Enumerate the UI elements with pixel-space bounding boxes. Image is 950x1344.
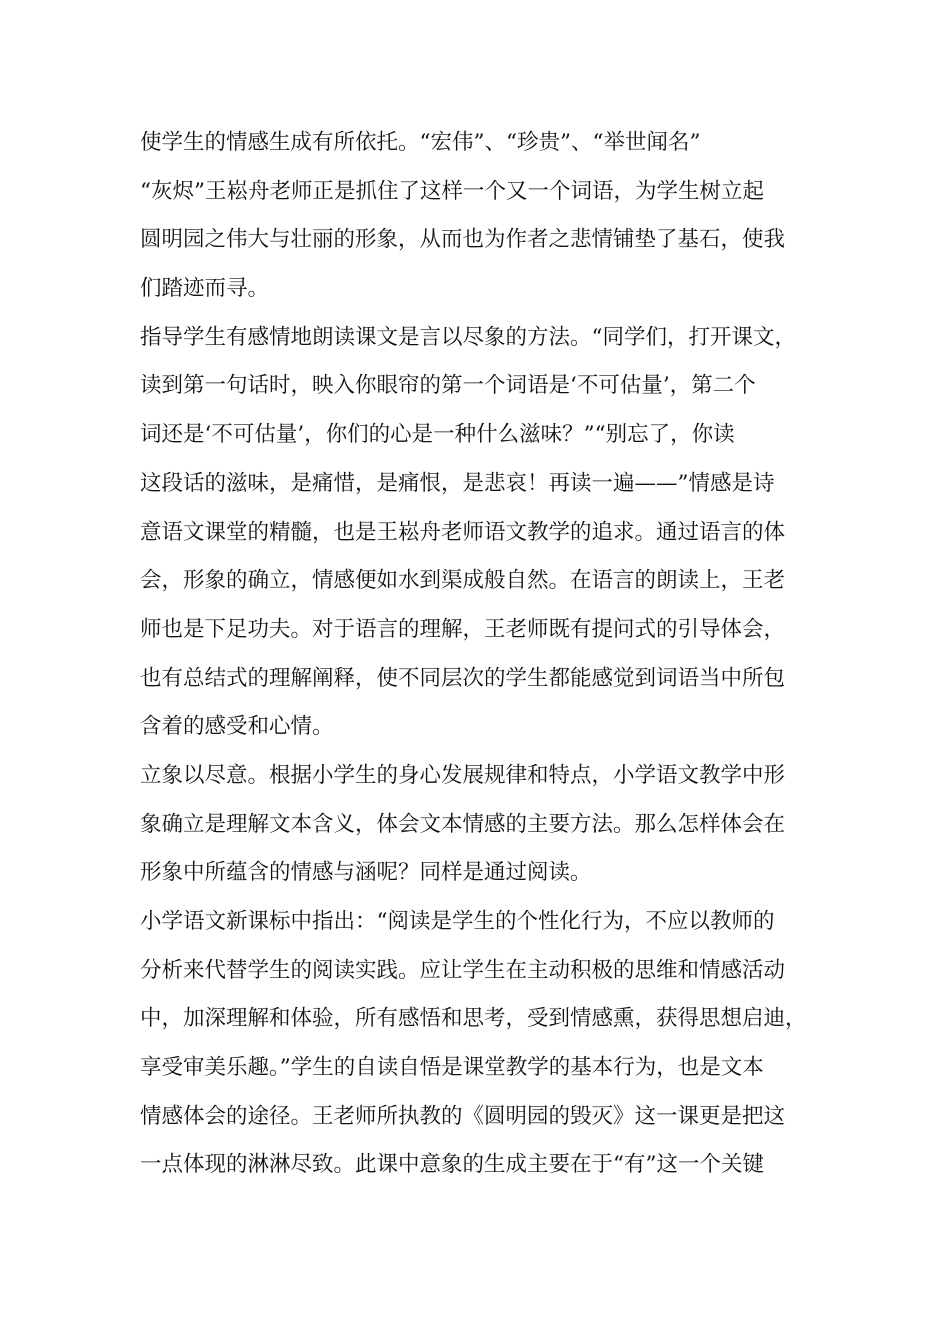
text-line: 词还是‘不可估量’，你们的心是一种什么滋味？”“别忘了，你读: [140, 422, 735, 448]
text-line: 含着的感受和心情。: [140, 714, 334, 740]
text-line: 情感体会的途径。王老师所执教的《圆明园的毁灭》这一课更是把这: [140, 1103, 786, 1129]
text-line: 们踏迹而寻。: [140, 276, 270, 302]
text-line: 指导学生有感情地朗读课文是言以尽象的方法。“同学们，打开课文，: [140, 324, 796, 350]
text-line: 师也是下足功夫。对于语言的理解，王老师既有提问式的引导体会，: [140, 616, 786, 642]
text-line: 象确立是理解文本含义，体会文本情感的主要方法。那么怎样体会在: [140, 811, 786, 837]
text-line: 会，形象的确立，情感便如水到渠成般自然。在语言的朗读上，王老: [140, 568, 786, 594]
text-line: 圆明园之伟大与壮丽的形象，从而也为作者之悲情铺垫了基石，使我: [140, 227, 786, 253]
text-line: “灰烬”王崧舟老师正是抓住了这样一个又一个词语，为学生树立起: [140, 178, 764, 204]
text-line: 意语文课堂的精髓，也是王崧舟老师语文教学的追求。通过语言的体: [140, 519, 786, 545]
text-line: 也有总结式的理解阐释，使不同层次的学生都能感觉到词语当中所包: [140, 665, 786, 691]
text-line: 读到第一句话时，映入你眼帘的第一个词语是‘不可估量’，第二个: [140, 373, 756, 399]
text-line: 形象中所蕴含的情感与涵呢？同样是通过阅读。: [140, 860, 592, 886]
document-body: [140, 119, 830, 1190]
text-line: 享受审美乐趣。”学生的自读自悟是课堂教学的基本行为，也是文本: [140, 1055, 764, 1081]
text-line: 一点体现的淋淋尽致。此课中意象的生成主要在于“有”这一个关键: [140, 1152, 764, 1178]
text-line: 立象以尽意。根据小学生的身心发展规律和特点，小学语文教学中形: [140, 762, 786, 788]
text-line: 使学生的情感生成有所依托。“宏伟”、“珍贵”、“举世闻名”: [140, 130, 701, 155]
text-line: 小学语文新课标中指出：“阅读是学生的个性化行为，不应以教师的: [140, 909, 775, 934]
text-line: 中，加深理解和体验，所有感悟和思考，受到情感熏，获得思想启迪，: [140, 1006, 807, 1032]
text-line: 这段话的滋味，是痛惜，是痛恨，是悲哀！再读一遍——”情感是诗: [140, 470, 775, 496]
text-line: 分析来代替学生的阅读实践。应让学生在主动积极的思维和情感活动: [140, 957, 786, 983]
